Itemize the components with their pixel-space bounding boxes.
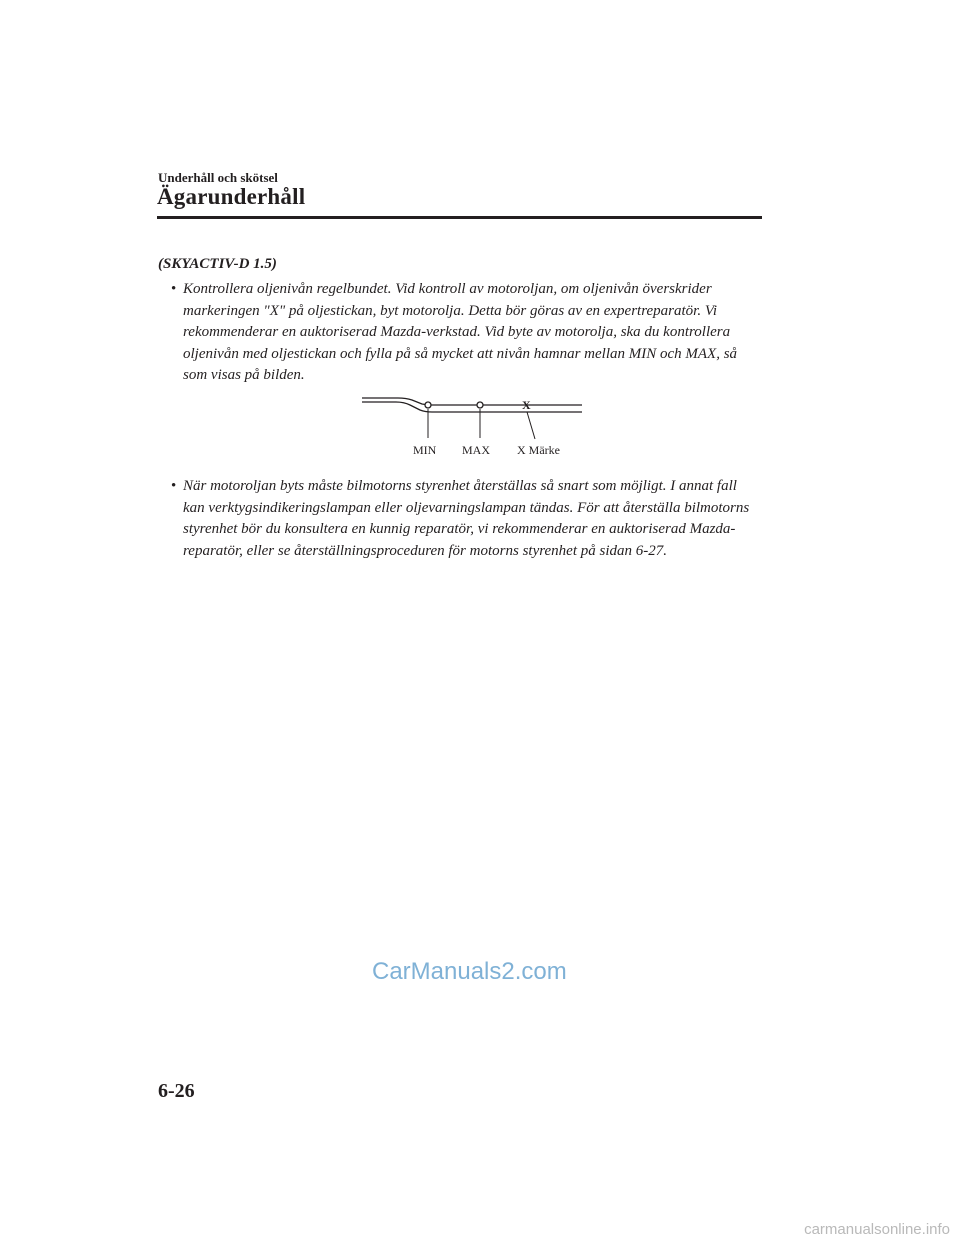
watermark-link[interactable]: CarManuals2.com xyxy=(372,958,567,985)
dipstick-diagram xyxy=(360,392,585,457)
bullet-item-reset-ecu xyxy=(160,476,760,562)
page-title: Ägarunderhåll xyxy=(157,184,306,209)
header-divider xyxy=(157,216,762,219)
x-mark-leader-line xyxy=(527,412,535,439)
max-mark-circle xyxy=(477,402,483,408)
footer-site-link[interactable]: carmanualsonline.info xyxy=(804,1221,950,1238)
page-number: 6-26 xyxy=(158,1080,195,1102)
dipstick-outline-bottom xyxy=(362,402,582,412)
engine-subheading: (SKYACTIV-D 1.5) xyxy=(158,256,277,272)
min-mark-circle xyxy=(425,402,431,408)
bullet-text: Kontrollera oljenivån regelbundet. Vid kontroll av motoroljan, om oljenivån överskrider markeringen "X" på oljestickan, byt motorolja. Detta bör göras av en expertreparatör. Vi rekommenderar en auktoriserad Mazda-verkstad. Vid byte av motorolja, ska du kontrollera oljenivån med oljestickan och fylla på så mycket att nivån hamnar mellan MIN och MAX, så som visas på bilden. xyxy=(183,281,738,383)
min-label: MIN xyxy=(413,443,437,457)
bullet-marker: • xyxy=(171,281,177,297)
x-mark-label: X Märke xyxy=(517,443,560,457)
bullet-text: När motoroljan byts måste bilmotorns styrenhet återställas så snart som möjligt. I annat fall kan verktygsindikeringslampan eller oljevarningslampan tändas. För att återställa bilmotorns styrenhet bör du konsultera en kunnig reparatör, vi rekommenderar en auktoriserad Mazda-reparatör, eller se återställningsproceduren för motorns styrenhet på sidan 6-27. xyxy=(183,478,750,559)
x-mark-symbol: X xyxy=(522,398,531,412)
max-label: MAX xyxy=(462,443,491,457)
bullet-marker: • xyxy=(171,478,177,494)
section-label: Underhåll och skötsel xyxy=(158,170,278,185)
bullet-item-oil-level xyxy=(160,279,760,387)
